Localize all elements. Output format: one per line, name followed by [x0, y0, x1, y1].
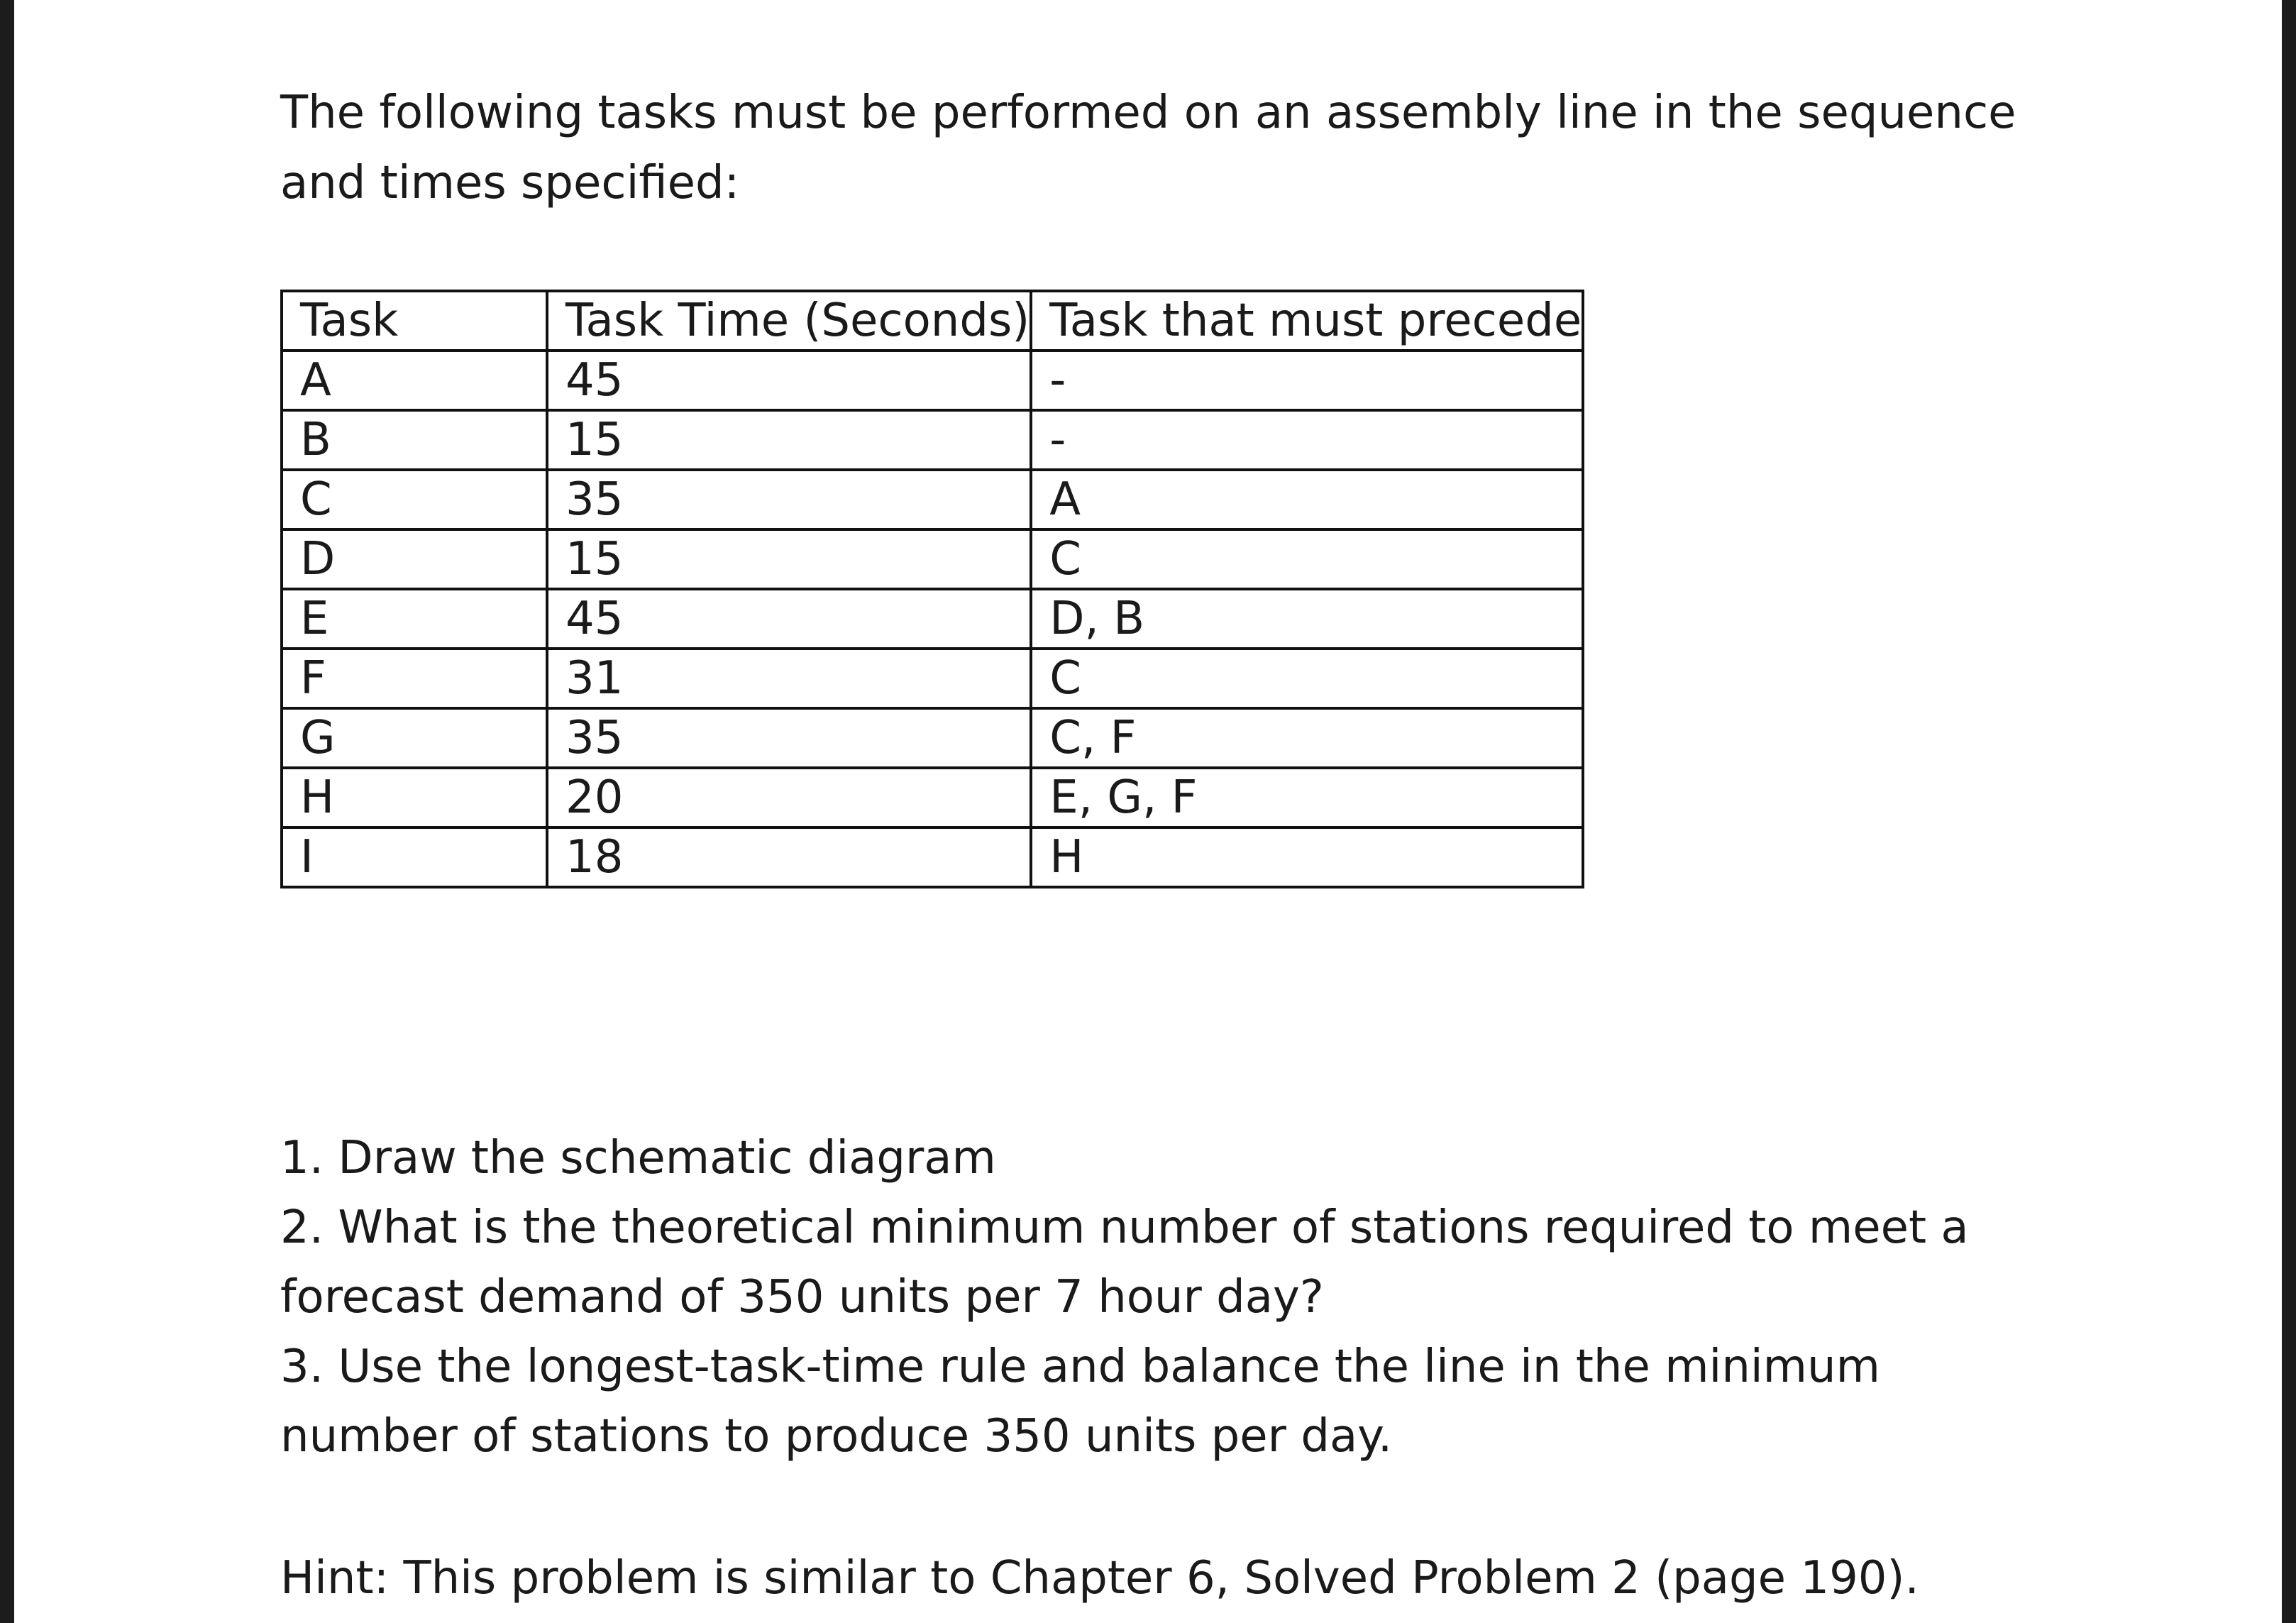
table-row	[282, 470, 1583, 529]
time-cell: 31	[547, 649, 1031, 708]
time-cell: 35	[547, 708, 1031, 768]
right-dark-border	[2282, 0, 2296, 1623]
table-row	[282, 768, 1583, 827]
task-cell: F	[282, 649, 547, 708]
predecessor-cell: -	[1031, 410, 1583, 470]
predecessor-cell: H	[1031, 827, 1583, 887]
left-dark-border	[0, 0, 14, 1623]
time-cell: 45	[547, 351, 1031, 410]
predecessor-cell: E, G, F	[1031, 768, 1583, 827]
table-row	[282, 649, 1583, 708]
task-cell: A	[282, 351, 547, 410]
header-task: Task	[282, 291, 547, 351]
predecessor-cell: A	[1031, 470, 1583, 529]
task-cell: D	[282, 529, 547, 589]
header-task-time: Task Time (Seconds)	[547, 291, 1031, 351]
question-item: 2. What is the theoretical minimum number of stations required to meet a forecast demand of 350 units per 7 hour day?	[280, 1201, 1969, 1324]
time-cell: 35	[547, 470, 1031, 529]
task-cell: G	[282, 708, 547, 768]
intro-paragraph: The following tasks must be performed on an assembly line in the sequence and times specified:	[280, 87, 2016, 209]
time-cell: 15	[547, 529, 1031, 589]
table-header-row	[282, 291, 1583, 351]
time-cell: 45	[547, 589, 1031, 649]
predecessor-cell: -	[1031, 351, 1583, 410]
question-item: 1. Draw the schematic diagram	[280, 1132, 996, 1184]
task-cell: H	[282, 768, 547, 827]
question-item: 3. Use the longest-task-time rule and balance the line in the minimum number of stations to produce 350 units per day.	[280, 1341, 1880, 1463]
hint-text: Hint: This problem is similar to Chapter 6, Solved Problem 2 (page 190).	[280, 1552, 1919, 1605]
predecessor-cell: C	[1031, 529, 1583, 589]
table-row	[282, 529, 1583, 589]
time-cell: 18	[547, 827, 1031, 887]
time-cell: 20	[547, 768, 1031, 827]
table-row	[282, 410, 1583, 470]
predecessor-cell: C, F	[1031, 708, 1583, 768]
header-predecessor: Task that must precede	[1031, 291, 1583, 351]
table-row	[282, 351, 1583, 410]
table-row	[282, 589, 1583, 649]
predecessor-cell: C	[1031, 649, 1583, 708]
task-table	[280, 290, 1584, 888]
task-cell: C	[282, 470, 547, 529]
time-cell: 15	[547, 410, 1031, 470]
task-cell: E	[282, 589, 547, 649]
task-cell: I	[282, 827, 547, 887]
table-row	[282, 827, 1583, 887]
table-row	[282, 708, 1583, 768]
question-list	[280, 1123, 2040, 1471]
task-cell: B	[282, 410, 547, 470]
predecessor-cell: D, B	[1031, 589, 1583, 649]
